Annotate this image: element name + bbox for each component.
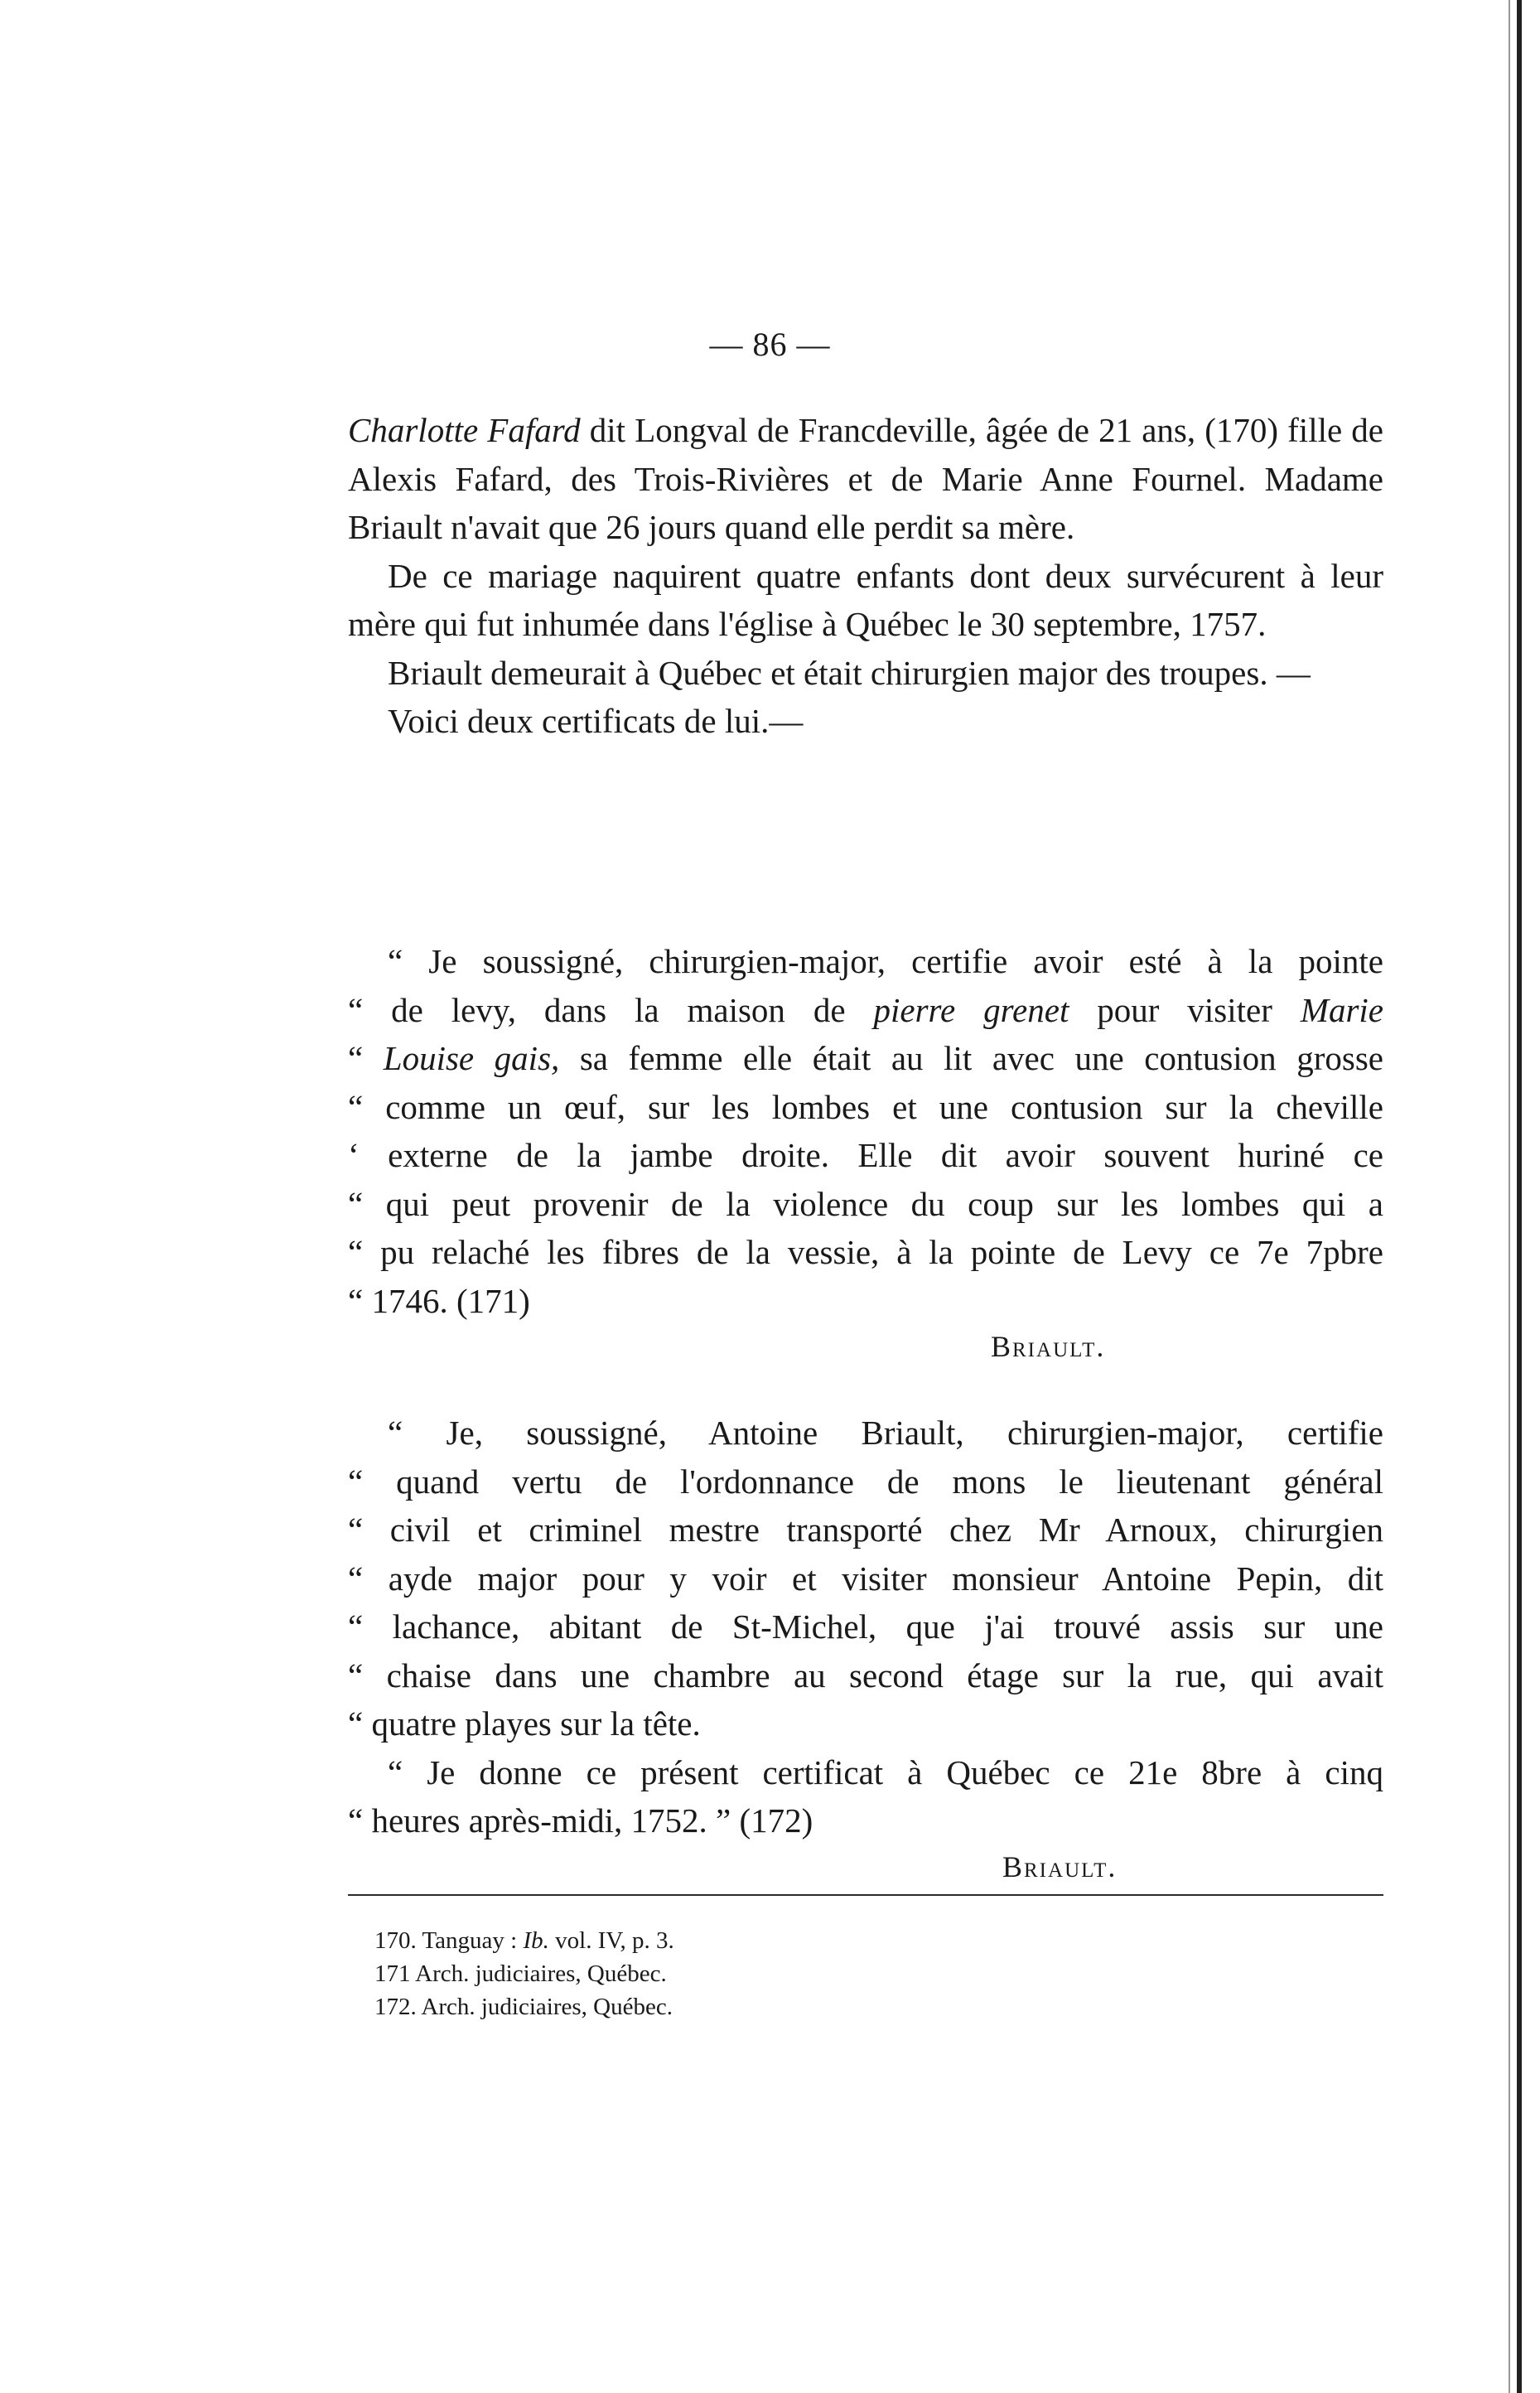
- paragraph-1: [348, 406, 1383, 552]
- cert2-signature: Briault.: [1002, 1850, 1118, 1883]
- cert1-line-8: “ 1746. (171): [348, 1281, 530, 1320]
- cert1-line-4: “ comme un œuf, sur les lombes et une contusion sur la cheville: [348, 1087, 1383, 1126]
- body-text: [348, 406, 1383, 746]
- footnote-divider: [348, 1894, 1383, 1896]
- paragraph-3: Briault demeurait à Québec et était chirurgien major des troupes. —: [388, 653, 1311, 692]
- cert1-line-7: “ pu relaché les fibres de la vessie, à la pointe de Levy ce 7e 7pbre: [348, 1233, 1383, 1271]
- cert2-line-7: “ quatre playes sur la tête.: [348, 1704, 701, 1743]
- cert2-line-5: “ lachance, abitant de St-Michel, que j'ai trouvé assis sur une: [348, 1607, 1383, 1646]
- cert2-line-3: “ civil et criminel mestre transporté chez Mr Arnoux, chirurgien: [348, 1511, 1383, 1549]
- footnote-171: 171 Arch. judiciaires, Québec.: [374, 1960, 667, 1987]
- cert1-line-3: “ Louise gais, sa femme elle était au lit avec une contusion grosse: [348, 1039, 1383, 1077]
- certificate-1: [348, 937, 1383, 1325]
- cert1-signature: Briault.: [991, 1330, 1106, 1363]
- page-number: — 86 —: [709, 326, 831, 363]
- footnotes: [374, 1924, 674, 2023]
- paragraph-4: Voici deux certificats de lui.—: [388, 702, 804, 740]
- footnote-170: 170. Tanguay : Ib. vol. IV, p. 3.: [374, 1927, 674, 1954]
- cert2-line-9: “ heures après-midi, 1752. ” (172): [348, 1801, 813, 1839]
- cert1-line-1: “ Je soussigné, chirurgien-major, certifie avoir esté à la pointe: [388, 942, 1383, 980]
- paragraph-2: De ce mariage naquirent quatre enfants dont deux survécurent à leur mère qui fut inhumée dans l'église à Québec le 30 septembre, 1757.: [348, 556, 1383, 643]
- cert2-line-4: “ ayde major pour y voir et visiter monsieur Antoine Pepin, dit: [348, 1559, 1383, 1598]
- cert1-line-5: ‘ externe de la jambe droite. Elle dit avoir souvent huriné ce: [348, 1136, 1383, 1174]
- certificate-2: [348, 1409, 1383, 1845]
- cert1-line-2: “ de levy, dans la maison de pierre grenet pour visiter Marie: [348, 990, 1383, 1029]
- name-italic: Charlotte Fafard: [348, 411, 581, 449]
- footnote-172: 172. Arch. judiciaires, Québec.: [374, 1994, 673, 2020]
- paragraph-1-text: dit Longval de Francdeville, âgée de 21 ans, (170) fille de Alexis Fafard, des Trois-Rivières et de Marie Anne Fournel. Madame Briault n'avait que 26 jours quand elle perdit sa mère.: [348, 411, 1383, 546]
- cert2-line-8: “ Je donne ce présent certificat à Québec ce 21e 8bre à cinq: [388, 1752, 1383, 1791]
- cert2-line-2: “ quand vertu de l'ordonnance de mons le lieutenant général: [348, 1462, 1383, 1501]
- cert1-line-6: “ qui peut provenir de la violence du coup sur les lombes qui a: [348, 1184, 1383, 1223]
- cert2-line-1: “ Je, soussigné, Antoine Briault, chirurgien-major, certifie: [388, 1414, 1383, 1452]
- cert2-line-6: “ chaise dans une chambre au second étage sur la rue, qui avait: [348, 1656, 1383, 1694]
